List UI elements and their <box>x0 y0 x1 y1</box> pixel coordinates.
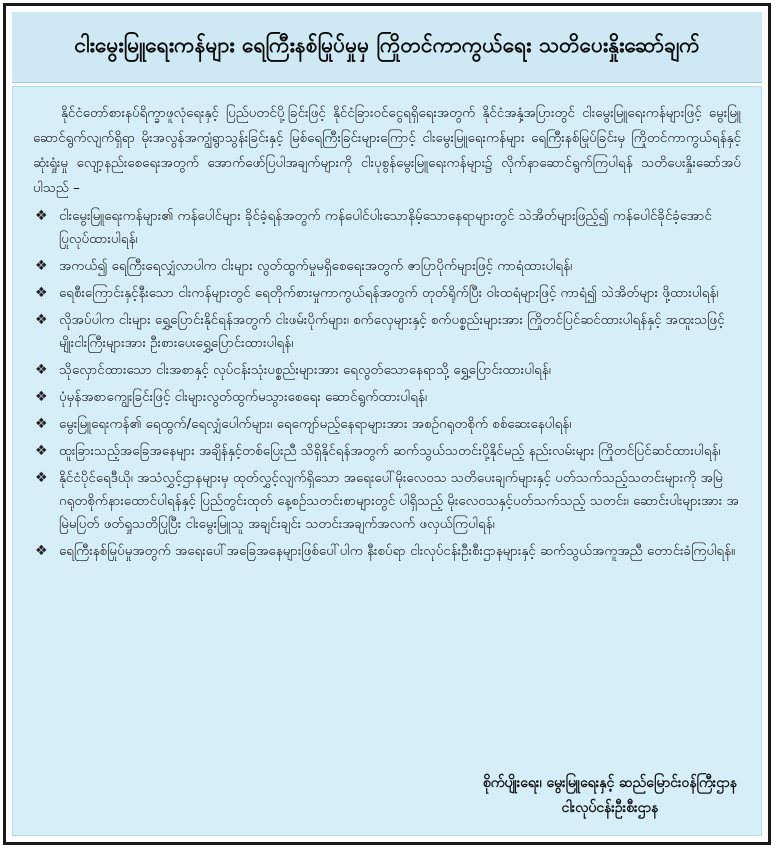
diamond-bullet-icon: ❖ <box>35 362 48 378</box>
list-item: ❖ မွေးမြူရေးကန်၏ ရေထွက်/ရေလျှံပေါက်များ၊ ရေကျော်မည့်နေရာများအား အစဉ်ဂရုတစိုက် စစ်ဆေးနေပါရန်၊ <box>35 416 572 432</box>
list-item: ❖ ရေစီးကြောင်းနှင့်နီးသော ငါးကန်များတွင် ရေတိုက်စားမှုကာကွယ်ရန်အတွက် တုတ်ရိုက်ပြီး ဝါးထရံများဖြင့် ကာရံ၍ သဲအိတ်များ ဖို့ထားပါရန်၊ <box>35 285 719 301</box>
intro-paragraph: နိုင်ငံတော်စားနပ်ရိက္ခာဖူလုံရေးနှင့် ပြည်ပတင်ပို့ခြင်းဖြင့် နိုင်ငံခြားဝင်ငွေရရှိရေးအတွက် နိုင်ငံအနှံ့အပြားတွင် ငါးမွေးမြူရေးကန်များဖြင့် မွေးမြူဆောင်ရွက်လျက်ရှိရာ မိုးအလွန်အကျွံရွာသွန်းခြင်းနှင့် မြစ်ရေကြီးခြင်းများကြောင့် ငါးမွေးမြူရေးကန်များ ရေကြီးနစ်မြုပ်ခြင်းမှ ကြိုတင်ကာကွယ်ရန်နှင့် ဆုံးရှုံးမှု လျော့နည်းစေရေးအတွက် အောက်ဖော်ပြပါအချက်များကို ငါးပုစွန်မွေးမြူရေးကန်များ၌ လိုက်နာဆောင်ရွက်ကြပါရန် သတိပေးနှိုးဆော်အပ်ပါသည် – <box>33 106 741 196</box>
list-item: ❖ ရေကြီးနစ်မြုပ်မှုအတွက် အရေးပေါ်အခြေအနေများဖြစ်ပေါ်ပါက နီးစပ်ရာ ငါးလုပ်ငန်းဦးစီးဌာနများနှင့် ဆက်သွယ်အကူအညီ တောင်းခံကြပါရန်။ <box>35 543 736 559</box>
diamond-bullet-icon: ❖ <box>35 470 48 486</box>
diamond-bullet-icon: ❖ <box>35 416 48 432</box>
diamond-bullet-icon: ❖ <box>35 285 48 301</box>
diamond-bullet-icon: ❖ <box>35 543 48 559</box>
list-item: ❖ လိုအပ်ပါက ငါးများ ရွှေ့ပြောင်းနိုင်ရန်အတွက် ငါးဖမ်းပိုက်များ၊ စက်လှေများနှင့် စက်ပစ္စည်းများအား ကြိုတင်ပြင်ဆင်ထားပါရန်နှင့် အထူးသဖြင့် မျိုးငါးကြီးများအား ဦးစားပေးရွှေ့ပြောင်းထားပါရန်၊ <box>35 312 725 351</box>
department-name: ငါးလုပ်ငန်းဦးစီးဌာန <box>561 800 659 816</box>
diamond-bullet-icon: ❖ <box>35 443 48 459</box>
announcement-body <box>12 86 762 836</box>
issuer-signature <box>483 771 737 821</box>
announcement-frame <box>3 3 771 845</box>
list-item: ❖ ပုံမှန်အစာကျွေးခြင်းဖြင့် ငါးများလွတ်ထွက်မသွားစေရေး ဆောင်ရွက်ထားပါရန်၊ <box>35 389 427 405</box>
instruction-list <box>33 205 741 563</box>
list-item: ❖ နိုင်ငံပိုင်ရေဒီယို၊ အသံလွှင့်ဌာနများမှ ထုတ်လွှင့်လျက်ရှိသော အရေးပေါ်မိုးလေဝသ သတိပေးချက်များနှင့် ပတ်သက်သည့်သတင်းများကို အမြဲဂရုတစိုက်နားထောင်ပါရန်နှင့် ပြည်တွင်းထုတ် နေ့စဉ်သတင်းစာများတွင် ပါရှိသည့် မိုးလေဝသနှင့်ပတ်သက်သည့် သတင်း၊ ဆောင်းပါးများအား အမြဲမပြတ် ဖတ်ရှုသတိပြုပြီး ငါးမွေးမြူသူ အချင်းချင်း သတင်းအချက်အလက် ဖလှယ်ကြပါရန်၊ <box>35 470 739 532</box>
ministry-name: စိုက်ပျိုးရေး၊ မွေးမြူရေးနှင့် ဆည်မြောင်းဝန်ကြီးဌာန <box>482 775 737 791</box>
title-band <box>12 12 762 83</box>
announcement-title: ငါးမွေးမြူရေးကန်များ ရေကြီးနစ်မြုပ်မှုမှ ကြိုတင်ကာကွယ်ရေး သတိပေးနှိုးဆော်ချက် <box>74 32 700 57</box>
diamond-bullet-icon: ❖ <box>35 208 48 224</box>
list-item: ❖ အကယ်၍ ရေကြီးရေလျှံလာပါက ငါးများ လွတ်ထွက်မှုမရှိစေရေးအတွက် ဇာပြာပိုက်များဖြင့် ကာရံထားပါရန်၊ <box>35 258 573 274</box>
list-item: ❖ သိုလှောင်ထားသော ငါးအစာနှင့် လုပ်ငန်းသုံးပစ္စည်းများအား ရေလွတ်သောနေရာသို့ ရွှေ့ပြောင်းထားပါရန်၊ <box>35 362 551 378</box>
diamond-bullet-icon: ❖ <box>35 312 48 328</box>
diamond-bullet-icon: ❖ <box>35 389 48 405</box>
list-item: ❖ ထူးခြားသည့်အခြေအနေများ အချိန်နှင့်တစ်ပြေးညီ သိရှိနိုင်ရန်အတွက် ဆက်သွယ်သတင်းပို့နိုင်မည့် နည်းလမ်းများ ကြိုတင်ပြင်ဆင်ထားပါရန်၊ <box>35 443 721 459</box>
list-item: ❖ ငါးမွေးမြူရေးကန်များ၏ ကန်ပေါင်များ ခိုင်ခံ့ရန်အတွက် ကန်ပေါင်ပါးသောနိမ့်သောနေရာများတွင် သဲအိတ်များဖြည့်၍ ကန်ပေါင်ခိုင်ခံ့အောင် ပြုလုပ်ထားပါရန်၊ <box>35 208 712 247</box>
diamond-bullet-icon: ❖ <box>35 258 48 274</box>
